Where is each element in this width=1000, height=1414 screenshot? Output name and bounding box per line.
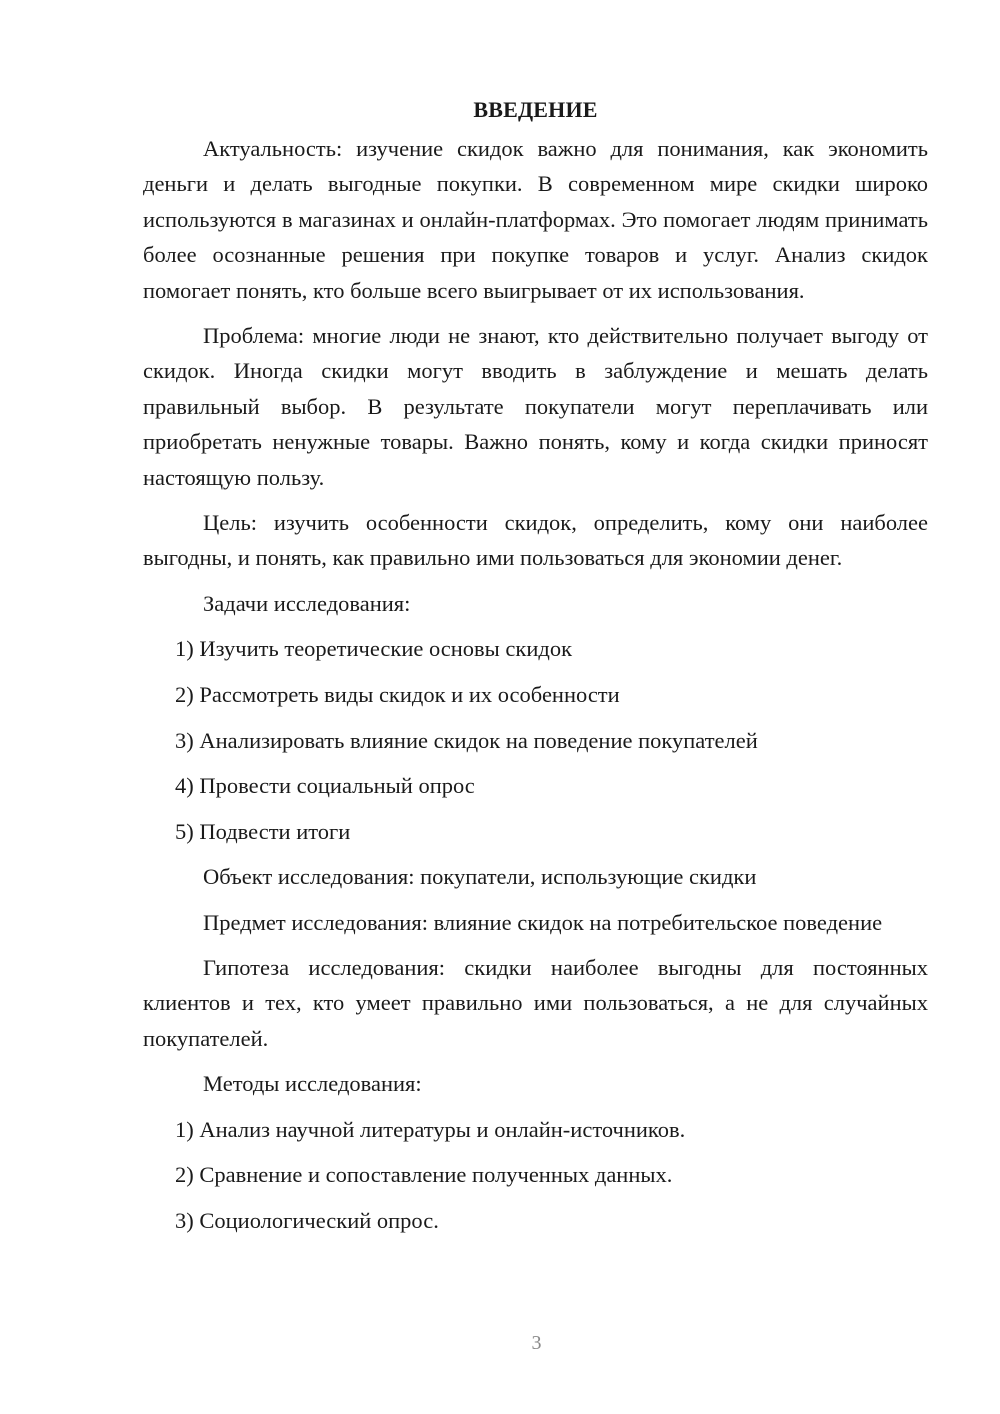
- section-heading: ВВЕДЕНИЕ: [473, 97, 598, 122]
- problem-paragraph: Проблема: многие люди не знают, кто действительно получает выгоду от скидок. Иногда скидки могут вводить в заблуждение и мешать делать правильный выбор. В результате покупатели могут переплачивать или приобретать ненужные товары. Важно понять, кому и когда скидки приносят настоящую пользу.: [143, 323, 928, 490]
- document-page: [143, 92, 928, 1238]
- goal-paragraph: Цель: изучить особенности скидок, определить, кому они наиболее выгодны, и понять, как правильно ими пользоваться для экономии денег.: [143, 510, 928, 571]
- page-number: 3: [531, 1332, 542, 1354]
- methods-heading: Методы исследования:: [203, 1071, 422, 1097]
- method-item: 1) Анализ научной литературы и онлайн-источников.: [175, 1116, 686, 1142]
- task-item: 1) Изучить теоретические основы скидок: [175, 636, 573, 662]
- method-item: 3) Социологический опрос.: [175, 1208, 439, 1234]
- task-item: 3) Анализировать влияние скидок на поведение покупателей: [175, 727, 758, 753]
- task-item: 5) Подвести итоги: [175, 818, 351, 844]
- hypothesis-paragraph: Гипотеза исследования: скидки наиболее выгодны для постоянных клиентов и тех, кто умеет правильно ими пользоваться, а не для случайных покупателей.: [143, 955, 928, 1051]
- task-item: 2) Рассмотреть виды скидок и их особенности: [175, 682, 620, 708]
- task-item: 4) Провести социальный опрос: [175, 773, 475, 799]
- method-item: 2) Сравнение и сопоставление полученных данных.: [175, 1162, 673, 1188]
- relevance-paragraph: Актуальность: изучение скидок важно для понимания, как экономить деньги и делать выгодные покупки. В современном мире скидки широко используются в магазинах и онлайн-платформах. Это помогает людям принимать более осознанные решения при покупке товаров и услуг. Анализ скидок помогает понять, кто больше всего выигрывает от их использования.: [143, 136, 928, 303]
- object-paragraph: Объект исследования: покупатели, использующие скидки: [203, 864, 757, 890]
- tasks-heading: Задачи исследования:: [203, 590, 411, 616]
- subject-paragraph: Предмет исследования: влияние скидок на потребительское поведение: [203, 909, 883, 935]
